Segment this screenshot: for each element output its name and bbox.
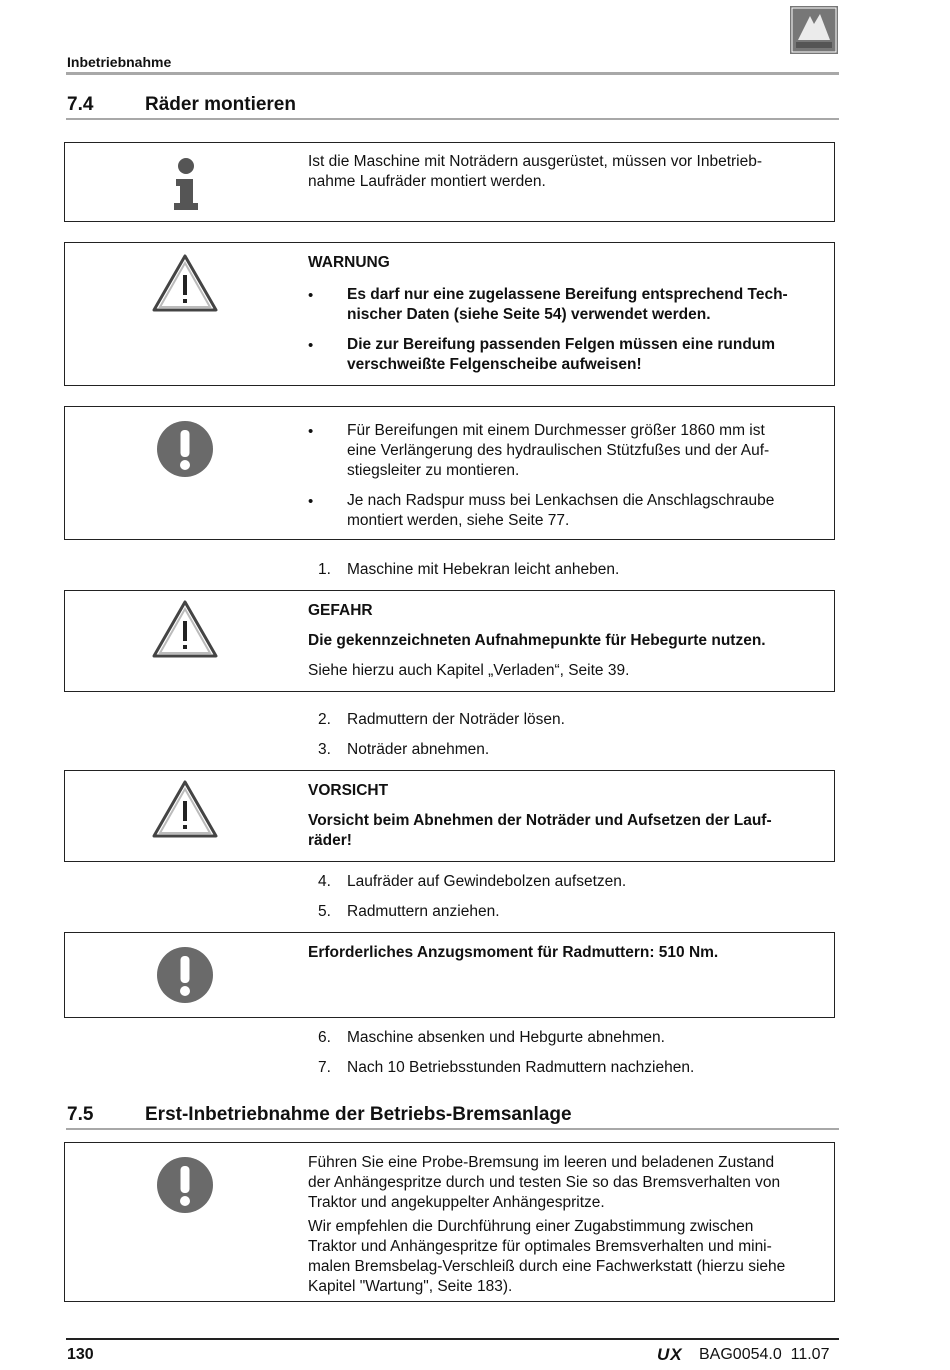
page-number: 130 [67, 1346, 94, 1363]
step-number: 4. [318, 873, 331, 890]
warnung-bullet-1: Es darf nur eine zugelassene Bereifung entsprechend Tech- nischer Daten (siehe Seite 54) verwendet werden. [347, 286, 788, 323]
step-text: Radmuttern anziehen. [347, 903, 500, 920]
brake-paragraph-2: Wir empfehlen die Durchführung einer Zugabstimmung zwischen Traktor und Anhängespritze für optimales Bremsverhalten und mini- malen Bremsbelag-Verschleiß durch eine Fachwerkstatt (hierzu siehe Kapitel "Wartung", Seite 183). [308, 1218, 786, 1295]
amazone-logo [790, 6, 838, 54]
step-number: 6. [318, 1029, 331, 1046]
gefahr-heading: GEFAHR [308, 602, 373, 619]
info-box [64, 142, 835, 222]
running-header: Inbetriebnahme [67, 54, 172, 70]
section-number: 7.4 [67, 94, 94, 115]
section-rule [66, 1128, 839, 1130]
warning-triangle-icon [151, 253, 219, 318]
warning-triangle-icon [151, 599, 219, 664]
gefahr-bold-text: Die gekennzeichneten Aufnahmepunkte für Hebegurte nutzen. [308, 632, 766, 649]
step-number: 5. [318, 903, 331, 920]
section-title: Räder montieren [145, 94, 296, 115]
step-number: 2. [318, 711, 331, 728]
bullet-dot: • [308, 287, 314, 304]
bullet-dot: • [308, 493, 314, 510]
section-number: 7.5 [67, 1104, 94, 1125]
step-text: Maschine absenken und Hebgurte abnehmen. [347, 1029, 665, 1046]
step-number: 1. [318, 561, 331, 578]
step-text: Nach 10 Betriebsstunden Radmuttern nachziehen. [347, 1059, 695, 1076]
bullet-dot: • [308, 423, 314, 440]
warnung-box [64, 242, 835, 386]
gefahr-text: Siehe hierzu auch Kapitel „Verladen“, Seite 39. [308, 662, 630, 679]
product-brand: UX [657, 1345, 683, 1364]
vorsicht-box [64, 770, 835, 862]
step-text: Laufräder auf Gewindebolzen aufsetzen. [347, 873, 627, 890]
step-text: Maschine mit Hebekran leicht anheben. [347, 561, 620, 578]
document-id: BAG0054.0 11.07 [699, 1346, 830, 1363]
brake-paragraph-1: Führen Sie eine Probe-Bremsung im leeren und beladenen Zustand der Anhängespritze durch und testen Sie so das Bremsverhalten von Traktor und angekuppelter Anhängespritze. [308, 1154, 781, 1211]
section-title: Erst-Inbetriebnahme der Betriebs-Bremsanlage [145, 1104, 572, 1125]
step-text: Noträder abnehmen. [347, 741, 490, 758]
gefahr-box [64, 590, 835, 692]
note-box [64, 406, 835, 540]
exclamation-circle-icon [155, 419, 215, 484]
note-bullet-2: Je nach Radspur muss bei Lenkachsen die Anschlagschraube montiert werden, siehe Seite 77. [347, 492, 775, 529]
torque-box [64, 932, 835, 1018]
info-text: Ist die Maschine mit Noträdern ausgerüstet, müssen vor Inbetrieb- nahme Laufräder montiert werden. [308, 153, 763, 190]
vorsicht-heading: VORSICHT [308, 782, 389, 799]
info-icon [171, 157, 203, 216]
exclamation-circle-icon [155, 1155, 215, 1220]
exclamation-circle-icon [155, 945, 215, 1010]
vorsicht-bold-text: Vorsicht beim Abnehmen der Noträder und Aufsetzen der Lauf- räder! [308, 812, 772, 849]
footer-rule [66, 1338, 839, 1340]
step-number: 3. [318, 741, 331, 758]
section-rule [66, 118, 839, 120]
torque-text: Erforderliches Anzugsmoment für Radmuttern: 510 Nm. [308, 944, 719, 961]
warnung-bullet-2: Die zur Bereifung passenden Felgen müssen eine rundum verschweißte Felgenscheibe aufweisen! [347, 336, 776, 373]
step-text: Radmuttern der Noträder lösen. [347, 711, 565, 728]
warning-triangle-icon [151, 779, 219, 844]
step-number: 7. [318, 1059, 331, 1076]
brake-box [64, 1142, 835, 1302]
header-rule [66, 72, 839, 75]
bullet-dot: • [308, 337, 314, 354]
note-bullet-1: Für Bereifungen mit einem Durchmesser größer 1860 mm ist eine Verlängerung des hydraulischen Stützfußes und der Auf- stiegsleiter zu montieren. [347, 422, 770, 479]
warnung-heading: WARNUNG [308, 254, 390, 271]
